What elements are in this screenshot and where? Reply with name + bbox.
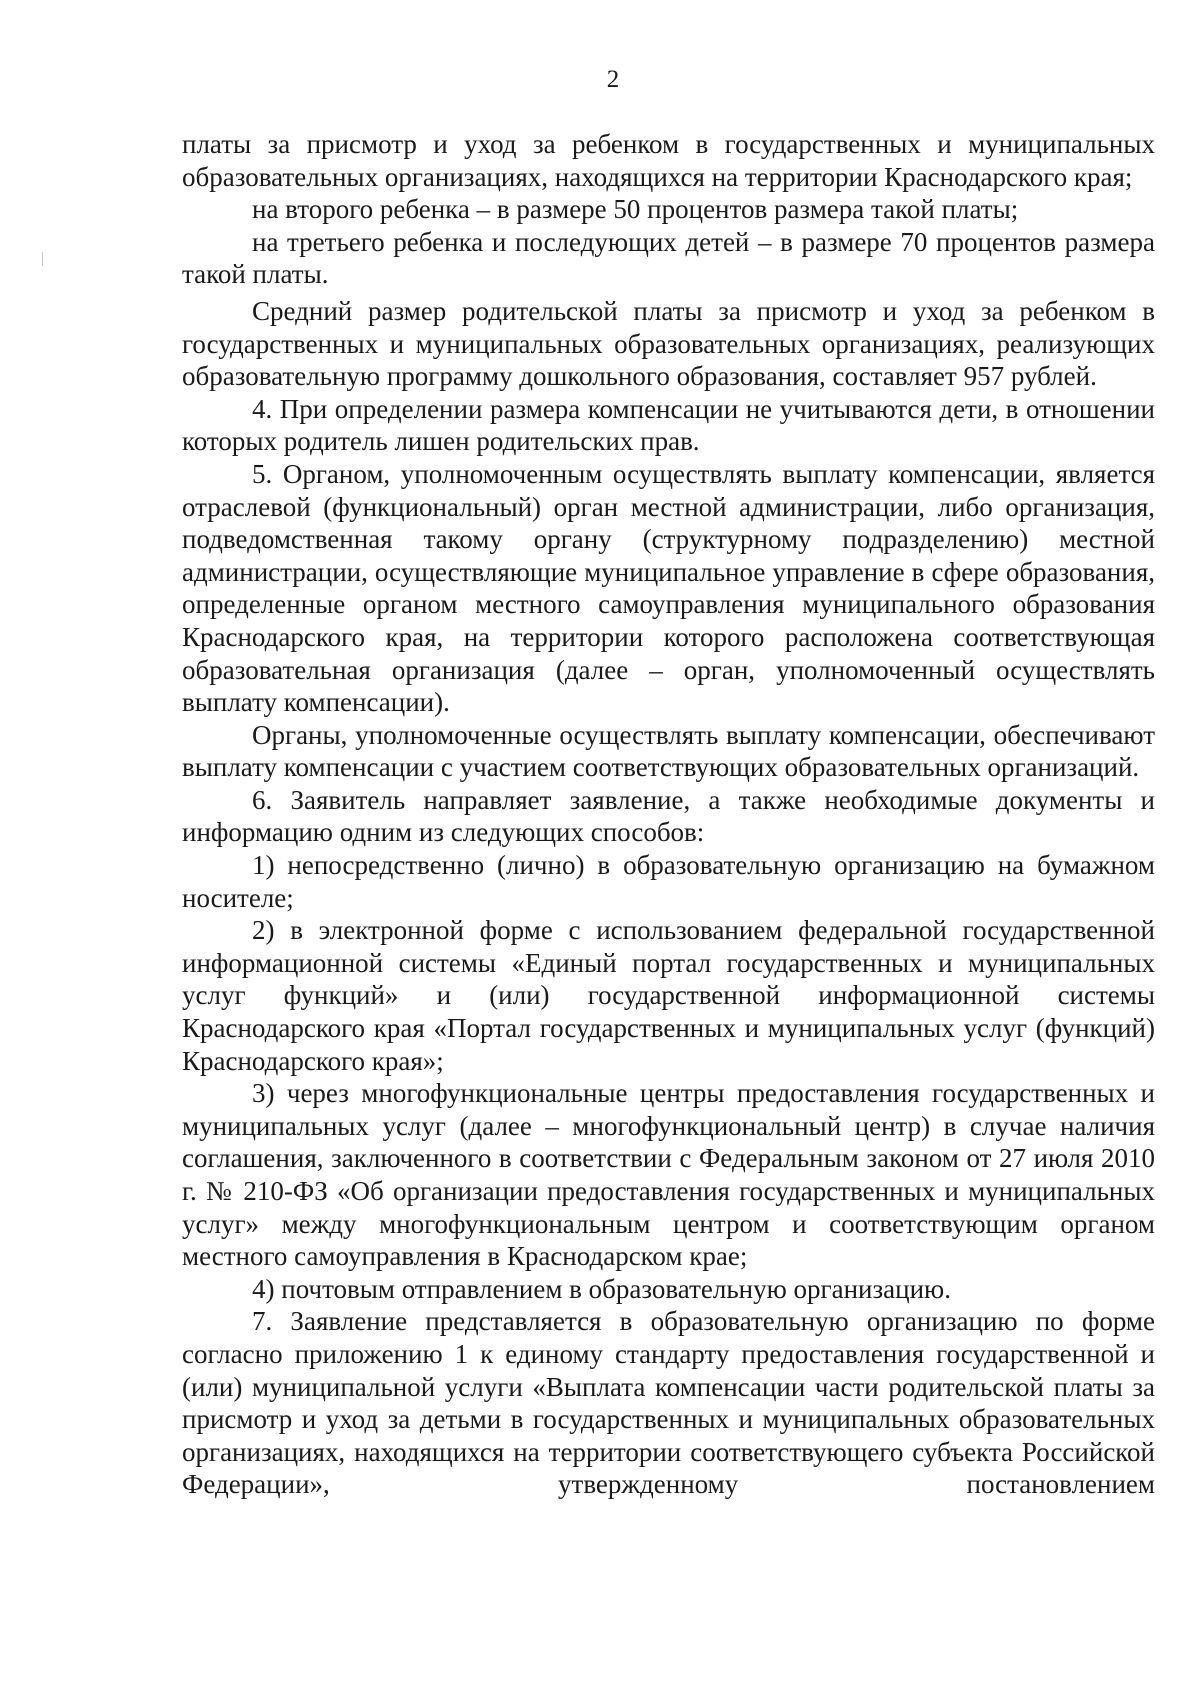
paragraph-item-4: 4. При определении размера компенсации не учитываются дети, в отношении которых родитель лишен родительских прав. <box>182 393 1155 457</box>
page-number: 2 <box>606 66 620 93</box>
paragraph-continuation: платы за присмотр и уход за ребенком в государственных и муниципальных образовательных организациях, находящихся на территории Краснодарского края; <box>182 129 1155 192</box>
paragraph-authorities: Органы, уполномоченные осуществлять выплату компенсации, обеспечивают выплату компенсации с участием соответствующих образовательных организаций. <box>182 719 1155 783</box>
paragraph-item-6: 6. Заявитель направляет заявление, а также необходимые документы и информацию одним из следующих способов: <box>182 784 1155 848</box>
paragraph-item-5: 5. Органом, уполномоченным осуществлять выплату компенсации, является отраслевой (функциональный) орган местной администрации, либо организация, подведомственная такому органу (структурному подразделению) местной администрации, осуществляющие муниципальное управление в сфере образования, определенные органом местного самоуправления муниципального образования Краснодарского края, на территории которого расположена соответствующая образовательная организация (далее – орган, уполномоченный осуществлять выплату компенсации). <box>182 458 1155 718</box>
paragraph-method-4: 4) почтовым отправлением в образовательную организацию. <box>252 1273 951 1304</box>
paragraph-second-child-rate: на второго ребенка – в размере 50 процентов размера такой платы; <box>252 194 1019 225</box>
paragraph-method-1: 1) непосредственно (лично) в образовательную организацию на бумажном носителе; <box>182 850 1155 913</box>
paragraph-average-fee: Средний размер родительской платы за присмотр и уход за ребенком в государственных и муниципальных образовательных организациях, реализующих образовательную программу дошкольного образования, составляет 957 рублей. <box>182 295 1155 392</box>
paragraph-item-7: 7. Заявление представляется в образовательную организацию по форме согласно приложению 1 к единому стандарту предоставления государственной и (или) муниципальной услуги «Выплата компенсации части родительской платы за присмотр и уход за детьми в государственных и муниципальных образовательных организациях, находящихся на территории соответствующего субъекта Российской Федерации», утвержденному постановлением <box>182 1306 1155 1500</box>
scan-margin-mark <box>42 252 43 266</box>
paragraph-method-2: 2) в электронной форме с использованием федеральной государственной информационной системы «Единый портал государственных и муниципальных услуг функций» и (или) государственной информационной системы Краснодарского края «Портал государственных и муниципальных услуг (функций) Краснодарского края»; <box>182 915 1155 1076</box>
document-body <box>182 128 1155 1501</box>
paragraph-method-3: 3) через многофункциональные центры предоставления государственных и муниципальных услуг (далее – многофункциональный центр) в случае наличия соглашения, заключенного в соответствии с Федеральным законом от 27 июля 2010 г. № 210-ФЗ «Об организации предоставления государственных и муниципальных услуг» между многофункциональным центром и соответствующим органом местного самоуправления в Краснодарском крае; <box>182 1078 1155 1272</box>
paragraph-third-child-rate: на третьего ребенка и последующих детей – в размере 70 процентов размера такой платы. <box>182 226 1155 290</box>
